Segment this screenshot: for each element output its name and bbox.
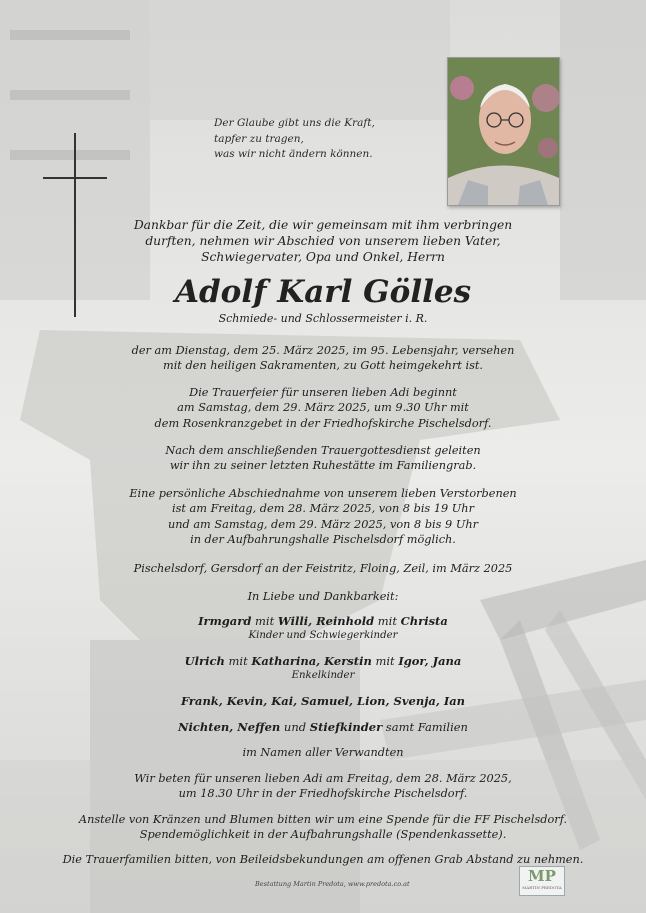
family-name: Ulrich: [184, 654, 225, 668]
poem-line: tapfer zu tragen,: [214, 132, 304, 145]
family-name: Stiefkinder: [309, 720, 383, 734]
logo-mark: MP: [528, 867, 556, 885]
portrait-photo: [447, 57, 560, 206]
prayer-line: um 18.30 Uhr in der Friedhofskirche Pischelsdorf.: [178, 787, 468, 801]
family-connector: mit: [224, 654, 252, 668]
intro-line: Dankbar für die Zeit, die wir gemeinsam mit ihm verbringen: [133, 218, 513, 232]
viewing-line: Eine persönliche Abschiednahme von unserem lieben Verstorbenen: [129, 487, 517, 500]
burial-info: [0, 443, 646, 474]
family-name: Igor, Jana: [398, 654, 462, 668]
intro-line: durften, nehmen wir Abschied von unserem lieben Vater,: [145, 234, 501, 248]
viewing-info: [0, 486, 646, 548]
deceased-name: Adolf Karl Gölles: [174, 274, 472, 310]
family-name: Katharina, Kerstin: [251, 654, 372, 668]
family-grandchildren: [0, 654, 646, 683]
family-connector: und: [280, 720, 310, 734]
family-connector: samt Familien: [382, 720, 468, 734]
funeral-line: am Samstag, dem 29. März 2025, um 9.30 Uhr mit: [177, 401, 469, 415]
burial-line: Nach dem anschließenden Trauergottesdienst geleiten: [165, 444, 481, 457]
family-nieces: [0, 720, 646, 735]
donation-line: Spendemöglichkeit in der Aufbahrungshalle (Spendenkassette).: [139, 828, 507, 842]
logo-subtitle: MARTIN PREDOTA: [522, 885, 562, 890]
funeral-line: dem Rosenkranzgebet in der Friedhofskirche Pischelsdorf.: [154, 416, 492, 430]
funeral-line: Die Trauerfeier für unseren lieben Adi beginnt: [189, 386, 457, 399]
family-connector: mit: [251, 614, 278, 628]
poem: [214, 116, 434, 163]
viewing-line: ist am Freitag, dem 28. März 2025, von 8 bis 19 Uhr: [172, 502, 474, 516]
family-name: Christa: [400, 614, 448, 628]
family-role: Enkelkinder: [291, 670, 355, 681]
poem-line: was wir nicht ändern können.: [214, 148, 373, 160]
undertaker-logo: [519, 866, 565, 896]
place-date: Pischelsdorf, Gersdorf an der Feistritz, Floing, Zeil, im März 2025: [133, 562, 513, 575]
viewing-line: und am Samstag, dem 29. März 2025, von 8 bis 9 Uhr: [167, 517, 479, 531]
poem-line: Der Glaube gibt uns die Kraft,: [214, 117, 375, 129]
prayer-info: [0, 771, 646, 802]
all-relatives: im Namen aller Verwandten: [242, 746, 404, 759]
intro-text: [0, 217, 646, 265]
family-name: Irmgard: [198, 614, 252, 628]
death-line: der am Dienstag, dem 25. März 2025, im 95. Lebensjahr, versehen: [131, 344, 515, 357]
family-connector: mit: [374, 614, 401, 628]
family-name: Willi, Reinhold: [277, 614, 375, 628]
deceased-title: Schmiede- und Schlossermeister i. R.: [218, 312, 428, 325]
family-children: [0, 614, 646, 643]
death-notice: [0, 343, 646, 374]
funeral-info: [0, 385, 646, 431]
cross-horizontal: [43, 177, 107, 179]
burial-line: wir ihn zu seiner letzten Ruhestätte im Familiengrab.: [169, 459, 477, 473]
love-line: In Liebe und Dankbarkeit:: [247, 590, 399, 603]
family-role: Kinder und Schwiegerkinder: [248, 630, 398, 641]
family-connector: mit: [371, 654, 399, 668]
donation-line: Anstelle von Kränzen und Blumen bitten wir um eine Spende für die FF Pischelsdorf.: [78, 813, 568, 826]
undertaker-credit: Bestattung Martin Predota, www.predota.co.at: [255, 880, 410, 888]
prayer-line: Wir beten für unseren lieben Adi am Freitag, dem 28. März 2025,: [134, 772, 512, 785]
death-line: mit den heiligen Sakramenten, zu Gott heimgekehrt ist.: [162, 359, 484, 373]
intro-line: Schwiegervater, Opa und Onkel, Herrn: [201, 250, 445, 264]
family-name: Frank, Kevin, Kai, Samuel, Lion, Svenja, Ian: [180, 694, 466, 708]
request-note: Die Trauerfamilien bitten, von Beileidsbekundungen am offenen Grab Abstand zu nehmen.: [62, 853, 584, 866]
viewing-line: in der Aufbahrungshalle Pischelsdorf möglich.: [190, 533, 456, 547]
family-name: Nichten, Neffen: [178, 720, 281, 734]
family-great-grandchildren: [0, 694, 646, 709]
donation-info: [0, 812, 646, 843]
